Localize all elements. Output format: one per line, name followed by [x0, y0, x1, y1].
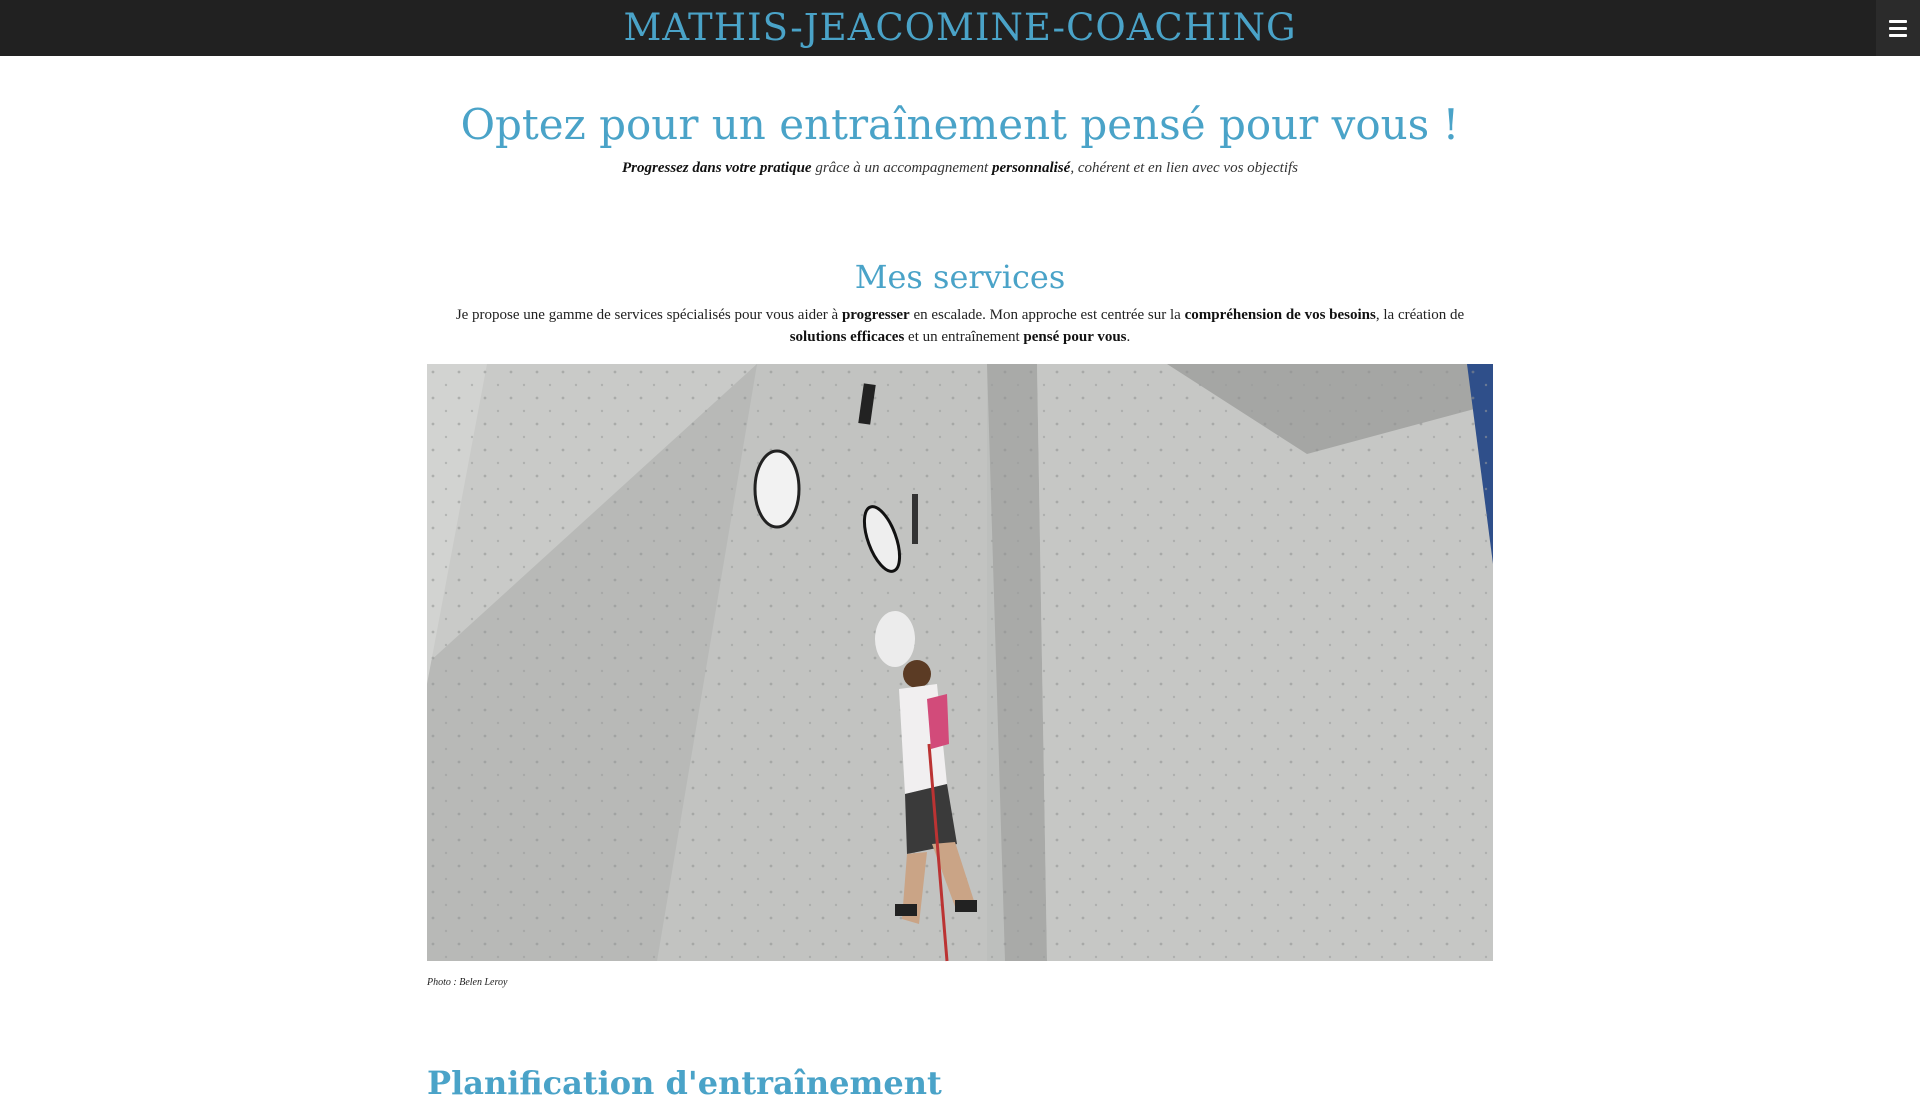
planning-section-title: Planification d'entraînement: [427, 1064, 942, 1102]
site-title[interactable]: MATHIS-JEACOMINE-COACHING: [623, 5, 1297, 49]
hero-heading: Optez pour un entraînement pensé pour vous !: [460, 100, 1460, 149]
services-title: Mes services: [854, 258, 1066, 296]
hero-subtitle-text-2: grâce à un accompagnement: [811, 160, 992, 176]
climbing-wall-illustration: [427, 364, 1493, 961]
hamburger-menu-icon[interactable]: [1876, 0, 1920, 56]
services-text-5: .: [1126, 329, 1131, 345]
services-text-3: , la création de: [1375, 307, 1465, 323]
services-description: [440, 304, 1480, 348]
hero-subtitle: [0, 160, 1920, 177]
services-bold-3: solutions efficaces: [789, 329, 905, 345]
hero-subtitle-text-4: , cohérent et en lien avec vos objectifs: [1070, 160, 1299, 176]
services-bold-4: pensé pour vous: [1023, 329, 1127, 345]
menu-line: [1889, 20, 1907, 23]
menu-line: [1889, 34, 1907, 37]
services-bold-2: compréhension de vos besoins: [1184, 307, 1376, 323]
services-text-2: en escalade. Mon approche est centrée sur la: [909, 307, 1185, 323]
services-text-1: Je propose une gamme de services spécialisés pour vous aider à: [455, 307, 842, 323]
hero-subtitle-bold-3: personnalisé: [991, 160, 1071, 176]
photo-caption: Photo : Belen Leroy: [427, 977, 508, 988]
menu-line: [1889, 27, 1907, 30]
top-navigation-bar: [0, 0, 1920, 56]
services-bold-1: progresser: [841, 307, 910, 323]
services-text-4: et un entraînement: [904, 329, 1024, 345]
climbing-photo: [427, 364, 1493, 961]
hero-subtitle-bold-1: Progressez dans votre pratique: [621, 160, 812, 176]
